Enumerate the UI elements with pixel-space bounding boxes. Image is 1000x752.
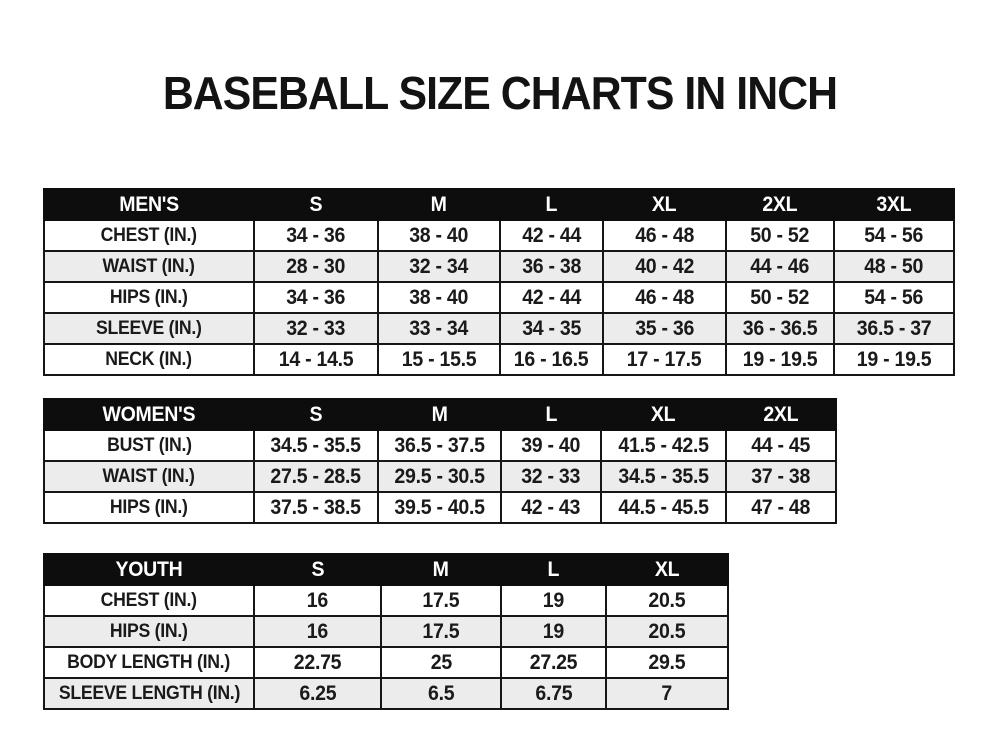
measurement-value-cell (500, 313, 603, 344)
measurement-label-cell (44, 492, 254, 523)
size-value: 46 - 48 (635, 223, 694, 247)
size-value: 22.75 (293, 650, 342, 674)
measurement-value-cell (834, 344, 954, 375)
size-value: 29.5 (648, 650, 686, 674)
size-column-label: L (545, 192, 558, 216)
size-value: 46 - 48 (635, 285, 694, 309)
size-value: 42 - 44 (522, 285, 581, 309)
size-value: 17.5 (422, 619, 460, 643)
size-column-label: S (311, 557, 324, 581)
measurement-label-cell (44, 585, 254, 616)
measurement-value-cell (501, 492, 601, 523)
measurement-label-cell (44, 430, 254, 461)
size-value: 39.5 - 40.5 (394, 495, 485, 519)
measurement-value-cell (381, 585, 501, 616)
measurement-value-cell (254, 461, 378, 492)
measurement-value-cell (501, 647, 606, 678)
size-column-label: XL (651, 402, 676, 426)
size-value: 54 - 56 (864, 223, 924, 247)
size-value: 34 - 35 (522, 316, 581, 340)
size-value: 32 - 34 (409, 254, 469, 278)
measurement-value-cell (834, 313, 954, 344)
mens-size-table-section (43, 188, 955, 376)
measurement-value-cell (606, 647, 728, 678)
measurement-value-cell (378, 251, 500, 282)
measurement-value-cell (726, 430, 836, 461)
size-column-label: L (545, 402, 557, 426)
womens-size-table-section (43, 398, 837, 524)
measurement-value-cell (378, 282, 500, 313)
womens-header-size-cell (726, 399, 836, 430)
measurement-value-cell (606, 585, 728, 616)
size-value: 34.5 - 35.5 (270, 433, 362, 457)
mens-measurement-row (44, 344, 954, 375)
size-value: 19 (542, 588, 565, 612)
measurement-label: HIPS (IN.) (110, 620, 188, 642)
measurement-value-cell (501, 678, 606, 709)
measurement-value-cell (381, 678, 501, 709)
measurement-value-cell (606, 678, 728, 709)
measurement-value-cell (834, 251, 954, 282)
youth-size-table-section (43, 553, 729, 710)
youth-header-size-cell (381, 554, 501, 585)
measurement-value-cell (254, 647, 381, 678)
womens-size-table (43, 398, 837, 524)
measurement-value-cell (603, 344, 726, 375)
size-value: 41.5 - 42.5 (618, 433, 709, 457)
size-value: 19 - 19.5 (742, 347, 818, 371)
size-value: 14 - 14.5 (278, 347, 354, 371)
mens-header-size-cell (603, 189, 726, 220)
measurement-label: WAIST (IN.) (102, 465, 196, 487)
womens-measurement-row (44, 492, 836, 523)
womens-header-row (44, 399, 836, 430)
womens-header-size-cell (601, 399, 726, 430)
size-value: 38 - 40 (409, 223, 469, 247)
mens-measurement-row (44, 313, 954, 344)
size-value: 6.75 (535, 681, 572, 705)
size-value: 6.5 (427, 681, 455, 705)
measurement-value-cell (381, 616, 501, 647)
measurement-value-cell (726, 492, 836, 523)
measurement-value-cell (254, 678, 381, 709)
measurement-value-cell (254, 492, 378, 523)
measurement-value-cell (378, 344, 500, 375)
mens-measurement-row (44, 251, 954, 282)
size-value: 32 - 33 (286, 316, 346, 340)
youth-size-table (43, 553, 729, 710)
size-value: 44 - 45 (751, 433, 811, 457)
youth-header-row (44, 554, 728, 585)
table-group-label: MEN'S (119, 192, 179, 216)
measurement-label: NECK (IN.) (105, 348, 193, 370)
youth-header-size-cell (254, 554, 381, 585)
table-group-label: YOUTH (115, 557, 183, 581)
mens-measurement-row (44, 282, 954, 313)
size-value: 15 - 15.5 (401, 347, 477, 371)
size-column-label: M (432, 557, 449, 581)
size-column-label: L (547, 557, 560, 581)
size-value: 39 - 40 (521, 433, 581, 457)
size-value: 50 - 52 (750, 223, 810, 247)
size-value: 36 - 36.5 (742, 316, 818, 340)
mens-header-row (44, 189, 954, 220)
size-value: 27.25 (529, 650, 578, 674)
measurement-value-cell (500, 220, 603, 251)
measurement-label: WAIST (IN.) (102, 255, 196, 277)
measurement-label-cell (44, 678, 254, 709)
mens-size-table (43, 188, 955, 376)
size-value: 20.5 (648, 619, 686, 643)
youth-measurement-row (44, 585, 728, 616)
size-column-label: M (430, 192, 447, 216)
size-column-label: 2XL (763, 402, 799, 426)
measurement-value-cell (254, 344, 378, 375)
measurement-value-cell (726, 461, 836, 492)
size-value: 33 - 34 (409, 316, 469, 340)
measurement-label-cell (44, 251, 254, 282)
size-value: 29.5 - 30.5 (394, 464, 485, 488)
youth-header-title-cell (44, 554, 254, 585)
size-value: 27.5 - 28.5 (270, 464, 362, 488)
measurement-value-cell (500, 251, 603, 282)
size-value: 48 - 50 (864, 254, 924, 278)
size-value: 42 - 43 (521, 495, 581, 519)
measurement-value-cell (834, 220, 954, 251)
size-value: 42 - 44 (522, 223, 581, 247)
measurement-value-cell (601, 430, 726, 461)
youth-measurement-row (44, 616, 728, 647)
womens-header-title-cell (44, 399, 254, 430)
measurement-label-cell (44, 220, 254, 251)
measurement-value-cell (378, 313, 500, 344)
mens-header-size-cell (378, 189, 500, 220)
measurement-label-cell (44, 282, 254, 313)
size-value: 16 (306, 588, 329, 612)
measurement-label: HIPS (IN.) (110, 286, 188, 308)
measurement-label: CHEST (IN.) (100, 224, 198, 246)
mens-header-size-cell (834, 189, 954, 220)
size-value: 35 - 36 (635, 316, 694, 340)
size-value: 32 - 33 (521, 464, 581, 488)
measurement-value-cell (254, 251, 378, 282)
size-value: 19 - 19.5 (856, 347, 932, 371)
measurement-label: HIPS (IN.) (110, 496, 188, 518)
size-value: 16 (306, 619, 329, 643)
size-column-label: S (309, 402, 323, 426)
size-column-label: M (431, 402, 448, 426)
measurement-value-cell (254, 313, 378, 344)
measurement-value-cell (381, 647, 501, 678)
measurement-value-cell (378, 492, 501, 523)
measurement-label-cell (44, 616, 254, 647)
measurement-value-cell (603, 313, 726, 344)
size-value: 54 - 56 (864, 285, 924, 309)
size-value: 34 - 36 (286, 285, 346, 309)
measurement-value-cell (726, 282, 834, 313)
mens-header-size-cell (254, 189, 378, 220)
measurement-value-cell (603, 251, 726, 282)
measurement-label: SLEEVE (IN.) (96, 317, 202, 339)
size-value: 37 - 38 (751, 464, 811, 488)
size-value: 38 - 40 (409, 285, 469, 309)
measurement-value-cell (603, 282, 726, 313)
mens-header-size-cell (726, 189, 834, 220)
measurement-label: CHEST (IN.) (100, 589, 198, 611)
measurement-value-cell (254, 220, 378, 251)
measurement-value-cell (378, 430, 501, 461)
youth-header-size-cell (606, 554, 728, 585)
measurement-value-cell (601, 461, 726, 492)
measurement-value-cell (606, 616, 728, 647)
womens-header-size-cell (254, 399, 378, 430)
size-value: 36.5 - 37.5 (394, 433, 485, 457)
size-value: 40 - 42 (635, 254, 694, 278)
measurement-value-cell (500, 282, 603, 313)
youth-header-size-cell (501, 554, 606, 585)
measurement-value-cell (254, 585, 381, 616)
measurement-value-cell (601, 492, 726, 523)
size-column-label: XL (654, 557, 680, 581)
size-value: 19 (542, 619, 565, 643)
measurement-value-cell (834, 282, 954, 313)
measurement-label: SLEEVE LENGTH (IN.) (58, 682, 240, 704)
size-value: 17.5 (422, 588, 460, 612)
size-value: 16 - 16.5 (514, 347, 589, 371)
size-value: 25 (430, 650, 452, 674)
measurement-value-cell (378, 220, 500, 251)
size-column-label: 2XL (762, 192, 798, 216)
measurement-value-cell (254, 616, 381, 647)
mens-header-title-cell (44, 189, 254, 220)
size-value: 44.5 - 45.5 (618, 495, 709, 519)
measurement-value-cell (378, 461, 501, 492)
youth-measurement-row (44, 678, 728, 709)
measurement-value-cell (254, 282, 378, 313)
size-value: 36 - 38 (522, 254, 581, 278)
mens-measurement-row (44, 220, 954, 251)
measurement-value-cell (726, 220, 834, 251)
measurement-value-cell (726, 251, 834, 282)
size-value: 36.5 - 37 (856, 316, 932, 340)
size-value: 28 - 30 (286, 254, 346, 278)
measurement-label: BUST (IN.) (106, 434, 192, 456)
measurement-label-cell (44, 461, 254, 492)
size-column-label: S (309, 192, 323, 216)
size-value: 20.5 (648, 588, 686, 612)
size-value: 50 - 52 (750, 285, 810, 309)
measurement-label-cell (44, 313, 254, 344)
measurement-value-cell (254, 430, 378, 461)
womens-header-size-cell (501, 399, 601, 430)
size-value: 6.25 (299, 681, 336, 705)
measurement-label: BODY LENGTH (IN.) (67, 651, 231, 673)
measurement-value-cell (501, 616, 606, 647)
size-column-label: XL (652, 192, 677, 216)
womens-header-size-cell (378, 399, 501, 430)
measurement-value-cell (501, 430, 601, 461)
size-value: 34 - 36 (286, 223, 346, 247)
womens-measurement-row (44, 430, 836, 461)
measurement-value-cell (500, 344, 603, 375)
size-value: 37.5 - 38.5 (270, 495, 362, 519)
measurement-value-cell (501, 585, 606, 616)
measurement-value-cell (501, 461, 601, 492)
measurement-value-cell (603, 220, 726, 251)
measurement-label-cell (44, 647, 254, 678)
youth-measurement-row (44, 647, 728, 678)
size-value: 17 - 17.5 (627, 347, 702, 371)
womens-measurement-row (44, 461, 836, 492)
table-group-label: WOMEN'S (102, 402, 196, 426)
page-title: BASEBALL SIZE CHARTS IN INCH (162, 67, 838, 119)
measurement-value-cell (726, 344, 834, 375)
size-value: 44 - 46 (750, 254, 810, 278)
mens-header-size-cell (500, 189, 603, 220)
size-value: 34.5 - 35.5 (618, 464, 709, 488)
measurement-value-cell (726, 313, 834, 344)
size-value: 47 - 48 (751, 495, 811, 519)
size-value: 7 (661, 681, 673, 705)
size-column-label: 3XL (876, 192, 912, 216)
measurement-label-cell (44, 344, 254, 375)
